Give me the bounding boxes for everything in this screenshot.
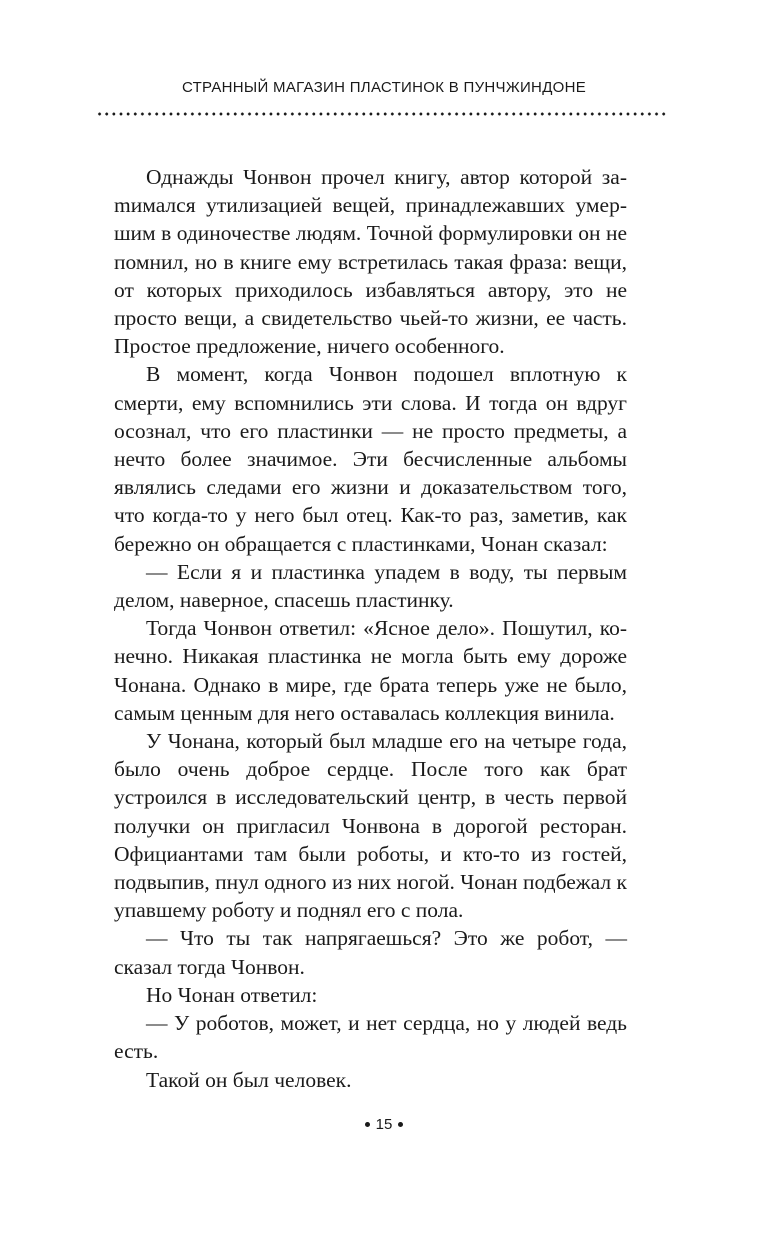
running-head-title: СТРАННЫЙ МАГАЗИН ПЛАСТИНОК В ПУНЧЖИНДОНЕ xyxy=(181,79,587,96)
paragraph-6: Такой он был человек. xyxy=(146,1067,352,1092)
page-number: 15 xyxy=(375,1116,393,1133)
dialog-line-2: — Что ты так напрягаешься? Это же робот, — сказал тогда Чонвон. xyxy=(114,926,627,979)
dialog-line-1: — Если я и пластинка упадем в воду, ты первым делом, наверное, спасешь пластинку. xyxy=(114,559,627,613)
paragraph-5: Но Чонан ответил: xyxy=(146,982,318,1007)
page-folio xyxy=(0,1116,768,1133)
paragraph-1: Однажды Чонвон прочел книгу, автор которой заmимался утилизацией вещей, принадлежавших умершим в одиночестве людям. Точной формулировки он не помнил, но в книге ему встретилась такая фраза: вещи, от которых приходилось избавляться автору, это не просто вещи, а свидетельство чьей-то жизни, ее часть. Простое предложение, ничего особенного. xyxy=(114,165,627,359)
paragraph-2: В момент, когда Чонвон подошел вплотную к смерти, ему вспомнились эти слова. И тогда он вдруг осознал, что его пластинки — не просто предметы, а нечто более значимое. Эти бесчисленные альбомы являлись следами его жизни и доказательством того, что когда-то у него был отец. Как-то раз, заметив, как бережно он обращается с пластинками, Чонан сказал: xyxy=(114,362,627,556)
dialog-line-3: — У роботов, может, и нет сердца, но у людей ведь есть. xyxy=(114,1011,627,1064)
bullet-left-icon xyxy=(365,1122,370,1127)
bullet-right-icon xyxy=(398,1122,403,1127)
paragraph-3: Тогда Чонвон ответил: «Ясное дело». Пошутил, конечно. Никакая пластинка не могла быть ему дороже Чонана. Однако в мире, где брата теперь уже не было, самым ценным для него оставалась коллекция винила. xyxy=(114,616,627,725)
body-text xyxy=(114,163,627,1094)
paragraph-4: У Чонана, который был младше его на четыре года, было очень доброе сердце. После того как брат устроился в исследовательский центр, в честь первой получки он пригласил Чонвона в дорогой ресторан. Официантами там были роботы, и кто-то из гостей, подвыпив, пнул одного из них ногой. Чонан подбежал к упавшему роботу и поднял его с пола. xyxy=(114,729,627,923)
dotted-rule-divider xyxy=(96,112,668,116)
